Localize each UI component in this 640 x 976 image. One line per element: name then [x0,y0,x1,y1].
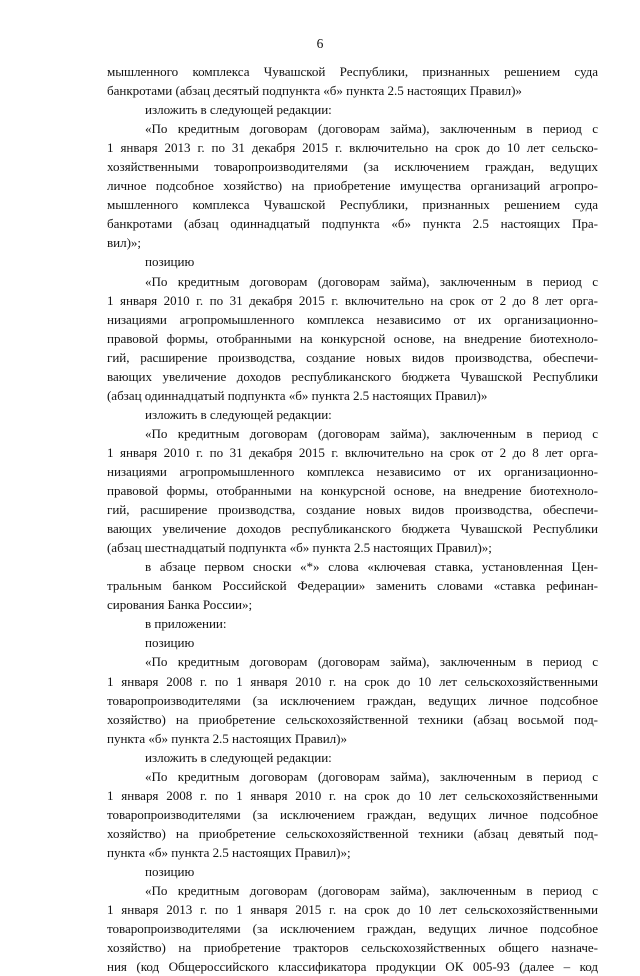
document-body [107,62,598,976]
text-line: правовой формы, отобранными на конкурсной основе, на внедрение биотехноло- [107,483,598,499]
text-line: 1 января 2008 г. по 1 января 2010 г. на срок до 10 лет сельскохозяйственными [107,673,598,689]
text-line: в приложении: [145,616,227,632]
text-line: пункта «б» пункта 2.5 настоящих Правил)»; [107,844,351,860]
text-line: «По кредитным договорам (договорам займа), заключенным в период с [145,768,598,784]
text-line: личное подсобное хозяйство) на приобретение имущества организаций агропро- [107,178,598,194]
text-line: тральным банком Российской Федерации» заменить словами «ставка рефинан- [107,578,598,594]
text-line: изложить в следующей редакции: [145,406,332,422]
text-line: «По кредитным договорам (договорам займа), заключенным в период с [145,425,598,441]
text-line: вающих увеличение доходов республиканского бюджета Чувашской Республики [107,521,598,537]
text-line: позицию [145,635,195,651]
text-line: банкротами (абзац одиннадцатый подпункта «б» пункта 2.5 настоящих Пра- [107,216,598,232]
text-line: хозяйство) на приобретение сельскохозяйственной техники (абзац восьмой под- [107,711,598,727]
text-line: сирования Банка России»; [107,597,253,613]
text-line: мышленного комплекса Чувашской Республики, признанных решением суда [107,197,598,213]
text-line: правовой формы, отобранными на конкурсной основе, на внедрение биотехноло- [107,330,598,346]
text-line: банкротами (абзац десятый подпункта «б» пункта 2.5 настоящих Правил)» [107,83,522,99]
text-line: товаропроизводителями (за исключением граждан, ведущих личное подсобное [107,921,598,937]
text-line: позицию [145,863,195,879]
text-line: гий, расширение производства, создание новых видов производства, обеспечи- [107,349,598,365]
text-line: ния (код Общероссийского классификатора продукции ОК 005-93 (далее – код [107,959,598,975]
text-line: в абзаце первом сноски «*» слова «ключевая ставка, установленная Цен- [145,559,598,575]
text-line: «По кредитным договорам (договорам займа), заключенным в период с [145,654,598,670]
page-number: 6 [316,36,324,51]
text-line: «По кредитным договорам (договорам займа), заключенным в период с [145,121,598,137]
text-line: низациями агропромышленного комплекса независимо от их организационно- [107,463,598,479]
text-line: «По кредитным договорам (договорам займа), заключенным в период с [145,273,598,289]
text-line: гий, расширение производства, создание новых видов производства, обеспечи- [107,502,598,518]
text-line: 1 января 2013 г. по 1 января 2015 г. на срок до 10 лет сельскохозяйственными [107,902,598,918]
text-line: пункта «б» пункта 2.5 настоящих Правил)» [107,730,347,746]
text-line: 1 января 2013 г. по 31 декабря 2015 г. включительно на срок до 10 лет сельско- [107,140,598,156]
text-line: товаропроизводителями (за исключением граждан, ведущих личное подсобное [107,692,598,708]
text-line: «По кредитным договорам (договорам займа), заключенным в период с [145,883,598,899]
text-line: хозяйство) на приобретение тракторов сельскохозяйственных общего назначе- [107,940,598,956]
text-line: позицию [145,254,195,270]
text-line: хозяйство) на приобретение сельскохозяйственной техники (абзац девятый под- [107,825,598,841]
text-line: 1 января 2008 г. по 1 января 2010 г. на срок до 10 лет сельскохозяйственными [107,787,598,803]
text-line: мышленного комплекса Чувашской Республики, признанных решением суда [107,64,598,79]
text-line: 1 января 2010 г. по 31 декабря 2015 г. включительно на срок от 2 до 8 лет орга- [107,444,598,460]
text-line: товаропроизводителями (за исключением граждан, ведущих личное подсобное [107,806,598,822]
text-line: изложить в следующей редакции: [145,102,332,118]
text-line: изложить в следующей редакции: [145,749,332,765]
text-line: (абзац шестнадцатый подпункта «б» пункта 2.5 настоящих Правил)»; [107,540,492,556]
text-line: 1 января 2010 г. по 31 декабря 2015 г. включительно на срок от 2 до 8 лет орга- [107,292,598,308]
text-line: вающих увеличение доходов республиканского бюджета Чувашской Республики [107,368,598,384]
text-line: (абзац одиннадцатый подпункта «б» пункта 2.5 настоящих Правил)» [107,387,488,403]
text-line: хозяйственными товаропроизводителями (за исключением граждан, ведущих [107,159,598,175]
text-line: вил)»; [107,235,141,251]
text-line: низациями агропромышленного комплекса независимо от их организационно- [107,311,598,327]
